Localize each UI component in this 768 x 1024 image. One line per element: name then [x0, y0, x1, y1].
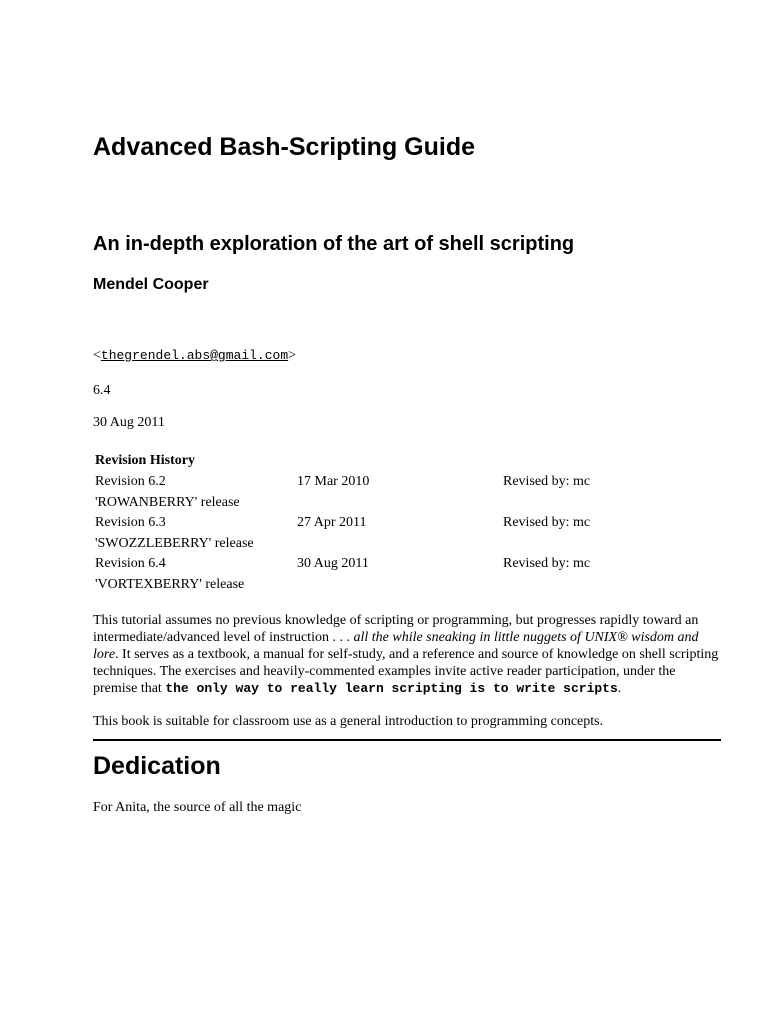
- revision-number: Revision 6.3: [95, 515, 166, 530]
- revision-release: 'ROWANBERRY' release: [95, 494, 240, 510]
- revision-row: [95, 513, 721, 534]
- author-email-line: [93, 348, 296, 364]
- abstract-paragraph: [93, 612, 721, 697]
- revision-date: 17 Mar 2010: [297, 474, 370, 489]
- revision-number: Revision 6.4: [95, 556, 166, 571]
- suitability-note: This book is suitable for classroom use as a general introduction to programming concepts.: [93, 714, 604, 729]
- revision-release-row: [95, 534, 721, 555]
- abstract-text-3: .: [617, 681, 622, 696]
- abstract-code-text: the only way to really learn scripting is to write scripts: [165, 681, 618, 696]
- abstract-text-2: . It serves as a textbook, a manual for self-study, and a reference and source of knowledge on shell scripting techniques. The exercises and heavily-commented examples invite active reader participation, under the premise that: [93, 647, 719, 696]
- revision-release: 'VORTEXBERRY' release: [95, 576, 245, 592]
- author-email-link[interactable]: thegrendel.abs@gmail.com: [100, 348, 289, 363]
- revision-history-heading: Revision History: [95, 453, 195, 468]
- abstract-text-1: This tutorial assumes no previous knowledge of scripting or programming, but progresses rapidly toward an intermediate/advanced level of instruction . . .: [93, 613, 699, 645]
- revision-row: [95, 472, 721, 493]
- section-divider: [93, 739, 721, 741]
- book-title: Advanced Bash-Scripting Guide: [93, 133, 476, 161]
- revision-date: 30 Aug 2011: [297, 556, 369, 571]
- revision-history-table: [95, 451, 721, 595]
- revision-author: Revised by: mc: [503, 474, 591, 489]
- revision-date: 27 Apr 2011: [297, 515, 367, 530]
- revision-author: Revised by: mc: [503, 556, 591, 571]
- dedication-text: For Anita, the source of all the magic: [93, 800, 302, 815]
- dedication-heading: Dedication: [93, 752, 221, 780]
- email-open-bracket: <: [93, 348, 101, 363]
- email-close-bracket: >: [288, 348, 297, 363]
- revision-release-row: [95, 575, 721, 596]
- author-name: Mendel Cooper: [93, 276, 209, 293]
- revision-release: 'SWOZZLEBERRY' release: [95, 535, 254, 551]
- publication-date: 30 Aug 2011: [93, 415, 165, 430]
- revision-number: Revision 6.2: [95, 474, 166, 489]
- revision-row: [95, 554, 721, 575]
- abstract-italic-text: all the while sneaking in little nuggets of UNIX® wisdom and lore: [93, 630, 699, 662]
- version-number: 6.4: [93, 383, 111, 398]
- revision-release-row: [95, 493, 721, 514]
- revision-author: Revised by: mc: [503, 515, 591, 530]
- book-subtitle: An in-depth exploration of the art of shell scripting: [93, 233, 575, 255]
